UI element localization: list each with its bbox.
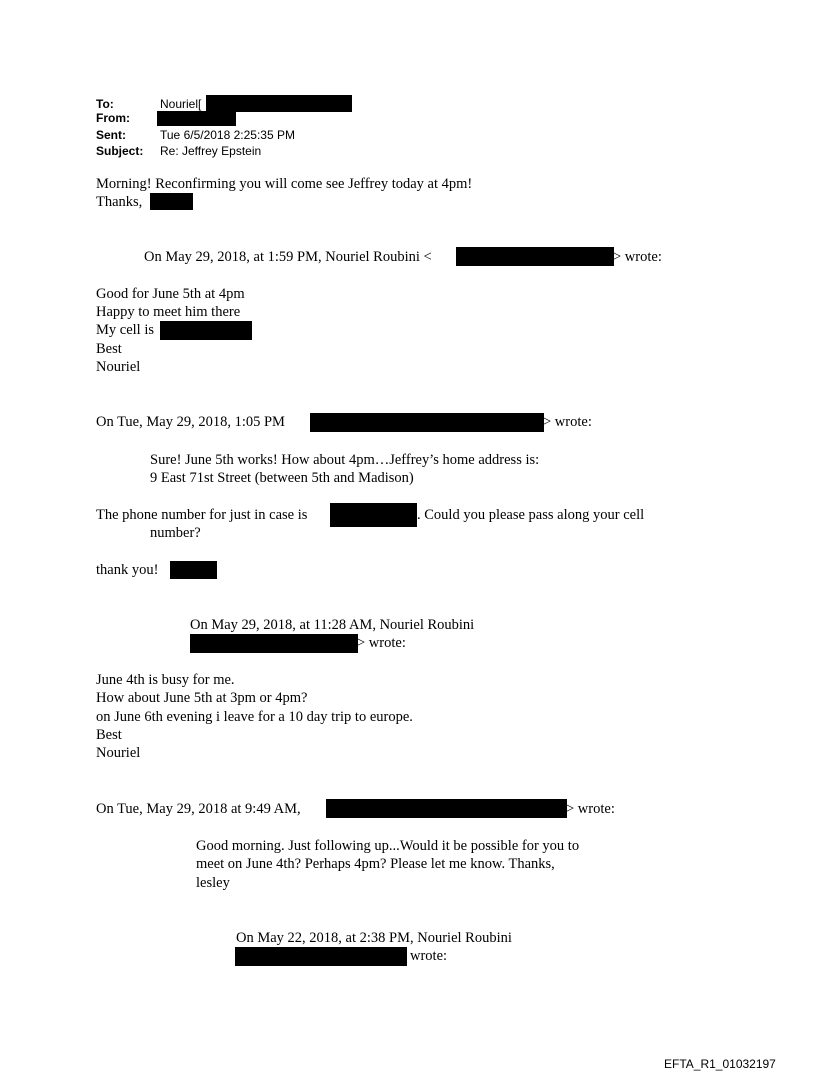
subject-value: Re: Jeffrey Epstein <box>160 144 262 158</box>
body-line: Best <box>96 341 122 357</box>
subject-label: Subject: <box>96 144 144 158</box>
body-line: Thanks, <box>96 194 143 210</box>
to-label: To: <box>96 97 114 111</box>
quote-wrote: > wrote: <box>357 635 406 651</box>
redaction-box <box>206 95 352 112</box>
body-line: Nouriel <box>96 359 141 375</box>
body-line: Happy to meet him there <box>96 304 241 320</box>
quote-wrote: > wrote: <box>613 249 662 265</box>
quote-wrote: wrote: <box>410 948 448 964</box>
quote-wrote: > wrote: <box>566 801 615 817</box>
from-label: From: <box>96 111 130 125</box>
body-line: June 4th is busy for me. <box>96 672 235 688</box>
to-value: Nouriel[ <box>160 97 202 111</box>
body-line: Morning! Reconfirming you will come see Jeffrey today at 4pm! <box>96 176 473 192</box>
body-line: Sure! June 5th works! How about 4pm…Jeffrey’s home address is: <box>150 452 540 468</box>
redaction-box <box>235 947 407 966</box>
quote-intro: On May 22, 2018, at 2:38 PM, Nouriel Roubini <box>236 930 512 946</box>
body-line: How about June 5th at 3pm or 4pm? <box>96 690 308 706</box>
body-line: 9 East 71st Street (between 5th and Madison) <box>150 470 414 486</box>
quote-intro: On May 29, 2018, at 1:59 PM, Nouriel Roubini < <box>144 249 432 265</box>
redaction-box <box>456 247 614 266</box>
body-line: My cell is <box>96 322 154 338</box>
body-line: thank you! <box>96 562 159 578</box>
redaction-box <box>330 503 417 527</box>
body-line: The phone number for just in case is <box>96 507 308 523</box>
document-id: EFTA_R1_01032197 <box>664 1057 776 1071</box>
body-line: on June 6th evening i leave for a 10 day trip to europe. <box>96 709 413 725</box>
sent-value: Tue 6/5/2018 2:25:35 PM <box>160 128 295 142</box>
body-line: meet on June 4th? Perhaps 4pm? Please let me know. Thanks, <box>196 856 555 872</box>
quote-intro: On Tue, May 29, 2018 at 9:49 AM, <box>96 801 301 817</box>
quote-wrote: > wrote: <box>543 414 592 430</box>
redaction-box <box>157 111 236 126</box>
body-line: Good for June 5th at 4pm <box>96 286 245 302</box>
quote-intro: On May 29, 2018, at 11:28 AM, Nouriel Roubini <box>190 617 475 633</box>
body-line: lesley <box>196 875 230 891</box>
body-line: number? <box>150 525 201 541</box>
redaction-box <box>326 799 567 818</box>
redaction-box <box>160 321 252 340</box>
redaction-box <box>310 413 544 432</box>
body-line: Best <box>96 727 122 743</box>
body-line: Good morning. Just following up...Would it be possible for you to <box>196 838 580 854</box>
sent-label: Sent: <box>96 128 126 142</box>
redaction-box <box>150 193 193 210</box>
body-line: Nouriel <box>96 745 141 761</box>
redaction-box <box>170 561 217 579</box>
body-line: . Could you please pass along your cell <box>417 507 645 523</box>
quote-intro: On Tue, May 29, 2018, 1:05 PM <box>96 414 285 430</box>
redaction-box <box>190 634 358 653</box>
